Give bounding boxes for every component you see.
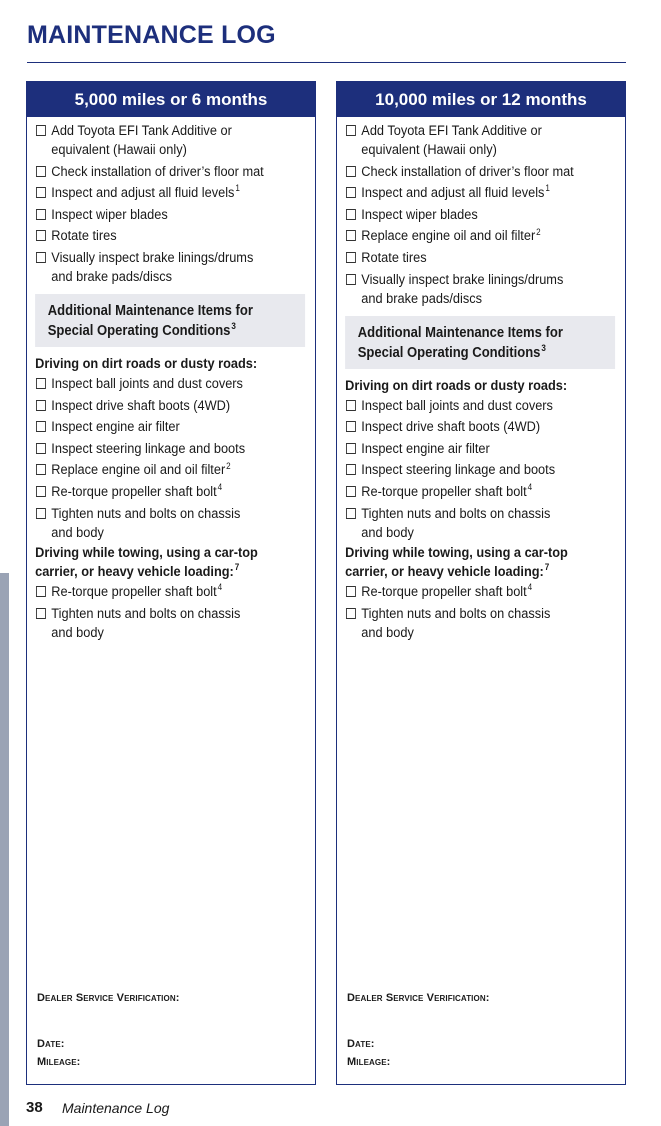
footnote-marker: 4 xyxy=(217,582,223,593)
checklist-item xyxy=(345,418,600,437)
checklist-item xyxy=(35,483,290,502)
item-text: Inspect engine air filter xyxy=(361,440,490,457)
checkbox[interactable] xyxy=(36,125,46,136)
dirt-roads-heading: Driving on dirt roads or dusty roads: xyxy=(35,355,258,372)
page-title: MAINTENANCE LOG xyxy=(27,21,276,49)
item-text: Add Toyota EFI Tank Additive or xyxy=(361,123,542,139)
dealer-verification-label: Dealer Service Verification: xyxy=(37,992,180,1004)
checkbox[interactable] xyxy=(346,486,356,497)
item-text-continued: and brake pads/discs xyxy=(361,290,482,307)
checklist-item xyxy=(345,206,600,225)
checkbox[interactable] xyxy=(346,274,356,285)
checklist-item xyxy=(345,184,600,203)
towing-heading-line2: carrier, or heavy vehicle loading: xyxy=(345,564,544,581)
item-text: Inspect drive shaft boots (4WD) xyxy=(51,397,231,414)
checkbox[interactable] xyxy=(36,508,46,519)
checklist-item xyxy=(35,249,290,287)
checkbox[interactable] xyxy=(36,608,46,619)
footnote-marker: 4 xyxy=(527,482,533,493)
maintenance-column-10000 xyxy=(336,81,626,1085)
footnote-marker: 1 xyxy=(545,183,550,194)
checkbox[interactable] xyxy=(346,421,356,432)
checkbox[interactable] xyxy=(346,166,356,177)
checkbox[interactable] xyxy=(346,252,356,263)
footer-section-title: Maintenance Log xyxy=(62,1100,170,1116)
checklist-item xyxy=(345,483,600,502)
item-text-continued: and body xyxy=(51,524,104,541)
checkbox[interactable] xyxy=(346,125,356,136)
checkbox[interactable] xyxy=(346,209,356,220)
special-conditions-box xyxy=(345,316,615,369)
item-text-continued: equivalent (Hawaii only) xyxy=(361,142,497,158)
checklist-item xyxy=(35,163,290,182)
checklist-item xyxy=(35,440,290,459)
item-text-continued: equivalent (Hawaii only) xyxy=(51,142,187,158)
maintenance-column-5000 xyxy=(26,81,316,1085)
checkbox[interactable] xyxy=(36,209,46,220)
special-conditions-line1: Additional Maintenance Items for xyxy=(47,302,253,319)
footnote-marker: 4 xyxy=(527,582,533,593)
side-tab-bar xyxy=(0,573,9,1126)
footnote-marker: 3 xyxy=(541,342,546,353)
column-body xyxy=(27,117,297,643)
footnote-marker: 7 xyxy=(544,562,550,573)
checkbox[interactable] xyxy=(36,421,46,432)
item-text: Re-torque propeller shaft bolt xyxy=(51,584,217,601)
checklist-item xyxy=(35,418,290,437)
checklist-item xyxy=(35,122,290,160)
item-text: Check installation of driver’s floor mat xyxy=(361,163,574,180)
item-text: Inspect steering linkage and boots xyxy=(361,462,556,479)
footnote-marker: 3 xyxy=(231,321,236,332)
column-header: 10,000 miles or 12 months xyxy=(337,82,625,117)
footnote-marker: 2 xyxy=(226,460,231,471)
checkbox[interactable] xyxy=(346,230,356,241)
item-text: Visually inspect brake linings/drums xyxy=(361,271,564,288)
item-text: Inspect and adjust all fluid levels xyxy=(361,185,545,202)
item-text: Inspect steering linkage and boots xyxy=(51,440,246,457)
towing-heading-line1: Driving while towing, using a car-top xyxy=(345,545,568,562)
checklist-item xyxy=(35,184,290,203)
item-text: Inspect and adjust all fluid levels xyxy=(51,185,235,202)
checkbox[interactable] xyxy=(36,378,46,389)
checkbox[interactable] xyxy=(36,443,46,454)
towing-heading-line1: Driving while towing, using a car-top xyxy=(35,545,258,562)
item-text: Rotate tires xyxy=(51,228,117,245)
checkbox[interactable] xyxy=(36,166,46,177)
checklist-item xyxy=(35,206,290,225)
checkbox[interactable] xyxy=(346,443,356,454)
item-text-continued: and brake pads/discs xyxy=(51,268,172,285)
checklist-item xyxy=(345,440,600,459)
checkbox[interactable] xyxy=(346,464,356,475)
item-text: Rotate tires xyxy=(361,249,427,266)
special-conditions-box xyxy=(35,294,305,347)
item-text: Add Toyota EFI Tank Additive or xyxy=(51,123,232,139)
checklist-item xyxy=(345,605,600,643)
date-label: Date: xyxy=(37,1038,65,1050)
towing-heading-line2: carrier, or heavy vehicle loading: xyxy=(35,564,234,581)
checklist-item xyxy=(345,163,600,182)
item-text: Tighten nuts and bolts on chassis xyxy=(51,605,241,622)
footnote-marker: 7 xyxy=(234,562,240,573)
checkbox[interactable] xyxy=(346,400,356,411)
item-text: Tighten nuts and bolts on chassis xyxy=(361,605,551,622)
title-divider xyxy=(27,62,626,63)
footnote-marker: 2 xyxy=(536,226,541,237)
dirt-roads-heading: Driving on dirt roads or dusty roads: xyxy=(345,377,568,394)
column-body xyxy=(337,117,607,643)
mileage-label: Mileage: xyxy=(37,1056,81,1068)
checklist-item xyxy=(35,583,290,602)
special-conditions-line2: Special Operating Conditions xyxy=(47,322,231,339)
item-text: Tighten nuts and bolts on chassis xyxy=(51,505,241,522)
item-text: Tighten nuts and bolts on chassis xyxy=(361,505,551,522)
special-conditions-line2: Special Operating Conditions xyxy=(357,344,541,361)
item-text-continued: and body xyxy=(51,624,104,641)
mileage-label: Mileage: xyxy=(347,1056,391,1068)
item-text: Inspect engine air filter xyxy=(51,419,180,436)
item-text: Re-torque propeller shaft bolt xyxy=(361,584,527,601)
item-text: Inspect ball joints and dust covers xyxy=(361,397,553,414)
item-text-continued: and body xyxy=(361,624,414,641)
checklist-item xyxy=(345,249,600,268)
item-text: Re-torque propeller shaft bolt xyxy=(51,483,217,500)
special-conditions-line1: Additional Maintenance Items for xyxy=(357,324,563,341)
towing-heading xyxy=(345,544,600,582)
item-text: Re-torque propeller shaft bolt xyxy=(361,483,527,500)
checklist-item xyxy=(35,375,290,394)
item-text: Check installation of driver’s floor mat xyxy=(51,163,264,180)
item-text-continued: and body xyxy=(361,524,414,541)
item-text: Inspect ball joints and dust covers xyxy=(51,375,243,392)
checkbox[interactable] xyxy=(36,230,46,241)
checklist-item xyxy=(345,271,600,309)
checklist-item xyxy=(345,227,600,246)
checklist-item xyxy=(35,505,290,543)
page-number: 38 xyxy=(26,1099,43,1116)
checklist-item xyxy=(35,227,290,246)
checklist-item xyxy=(345,461,600,480)
checkbox[interactable] xyxy=(346,508,356,519)
checklist-item xyxy=(345,122,600,160)
checkbox[interactable] xyxy=(346,608,356,619)
item-text: Replace engine oil and oil filter xyxy=(361,228,536,245)
item-text: Inspect wiper blades xyxy=(361,206,478,223)
checkbox[interactable] xyxy=(36,252,46,263)
checklist-item xyxy=(35,605,290,643)
footnote-marker: 1 xyxy=(235,183,240,194)
footnote-marker: 4 xyxy=(217,482,223,493)
dealer-verification-label: Dealer Service Verification: xyxy=(347,992,490,1004)
checkbox[interactable] xyxy=(346,187,356,198)
item-text: Inspect wiper blades xyxy=(51,206,168,223)
checkbox[interactable] xyxy=(36,464,46,475)
column-header: 5,000 miles or 6 months xyxy=(27,82,315,117)
towing-heading xyxy=(35,544,290,582)
item-text: Inspect drive shaft boots (4WD) xyxy=(361,419,541,436)
checklist-item xyxy=(345,397,600,416)
checkbox[interactable] xyxy=(36,187,46,198)
checkbox[interactable] xyxy=(346,586,356,597)
checklist-item xyxy=(345,583,600,602)
checklist-item xyxy=(35,461,290,480)
date-label: Date: xyxy=(347,1038,375,1050)
checkbox[interactable] xyxy=(36,586,46,597)
item-text: Visually inspect brake linings/drums xyxy=(51,249,254,266)
checkbox[interactable] xyxy=(36,400,46,411)
checklist-item xyxy=(35,397,290,416)
checkbox[interactable] xyxy=(36,486,46,497)
checklist-item xyxy=(345,505,600,543)
item-text: Replace engine oil and oil filter xyxy=(51,462,226,479)
